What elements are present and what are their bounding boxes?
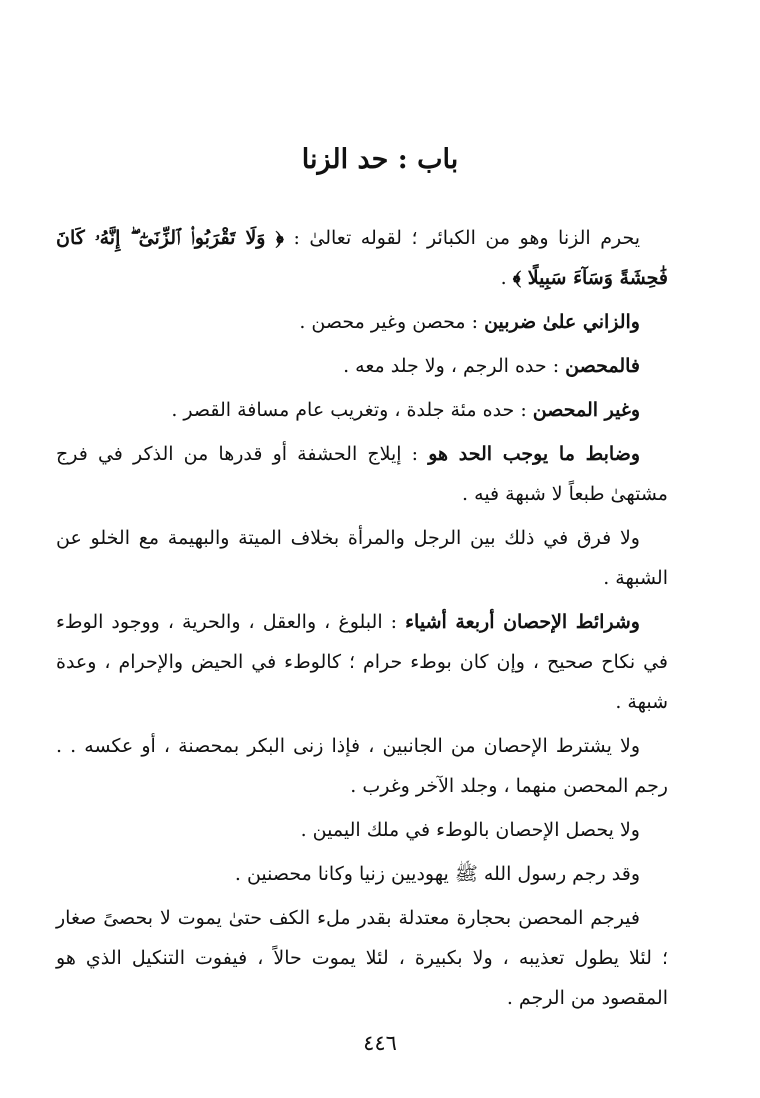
paragraph xyxy=(56,898,668,1018)
paragraph-text: : البلوغ ، والعقل ، والحرية ، ووجود الوطء في نكاح صحيح ، وإن كان بوطء حرام ؛ كالوطء في الحيض والإحرام ، وعدة شبهة . xyxy=(56,611,668,713)
paragraph xyxy=(56,218,668,298)
paragraph-text: ولا فرق في ذلك بين الرجل والمرأة بخلاف الميتة والبهيمة مع الخلو عن الشبهة . xyxy=(56,527,668,589)
paragraph xyxy=(56,810,668,850)
quran-verse: ﴿ وَلَا تَقْرَبُوا۟ ٱلزِّنَىٰٓ ۖ إِنَّهُۥ كَانَ فَٰحِشَةً وَسَآءَ سَبِيلًا ﴾ xyxy=(56,227,668,289)
chapter-title: باب : حد الزنا xyxy=(301,144,459,175)
paragraph-lead: والزاني علىٰ ضربين xyxy=(484,311,640,333)
page-number: ٤٤٦ xyxy=(363,1031,397,1055)
paragraph-text: : حده الرجم ، ولا جلد معه . xyxy=(343,355,566,377)
paragraph-text: : إيلاج الحشفة أو قدرها من الذكر في فرج مشتهىٰ طبعاً لا شبهة فيه . xyxy=(56,443,668,505)
paragraph xyxy=(56,390,668,430)
paragraph-text: يحرم الزنا وهو من الكبائر ؛ لقوله تعالىٰ : xyxy=(283,227,640,249)
paragraph-lead: وضابط ما يوجب الحد هو xyxy=(428,443,640,465)
paragraph-lead: فالمحصن xyxy=(565,355,640,377)
body-text xyxy=(56,218,668,1018)
paragraph xyxy=(56,434,668,514)
paragraph-text: : حده مئة جلدة ، وتغريب عام مسافة القصر . xyxy=(171,399,533,421)
paragraph-text: ولا يشترط الإحصان من الجانبين ، فإذا زنى البكر بمحصنة ، أو عكسه . . رجم المحصن منهما ، وجلد الآخر وغرب . xyxy=(56,735,668,797)
paragraph xyxy=(56,302,668,342)
paragraph-text: وقد رجم رسول الله ﷺ يهوديين زنيا وكانا محصنين . xyxy=(234,863,640,885)
paragraph-text: : محصن وغير محصن . xyxy=(299,311,485,333)
paragraph-text: ولا يحصل الإحصان بالوطء في ملك اليمين . xyxy=(300,819,640,841)
paragraph xyxy=(56,726,668,806)
paragraph-tail: . xyxy=(500,267,513,289)
paragraph-text: فيرجم المحصن بحجارة معتدلة بقدر ملء الكف حتىٰ يموت لا بحصىً صغار ؛ لئلا يطول تعذيبه ، ولا بكبيرة ، لئلا يموت حالاً ، فيفوت التنكيل الذي هو المقصود من الرجم . xyxy=(56,907,668,1009)
paragraph xyxy=(56,346,668,386)
paragraph xyxy=(56,518,668,598)
paragraph-lead: وغير المحصن xyxy=(532,399,640,421)
paragraph-lead: وشرائط الإحصان أربعة أشياء xyxy=(405,611,640,633)
paragraph xyxy=(56,602,668,722)
paragraph xyxy=(56,854,668,894)
